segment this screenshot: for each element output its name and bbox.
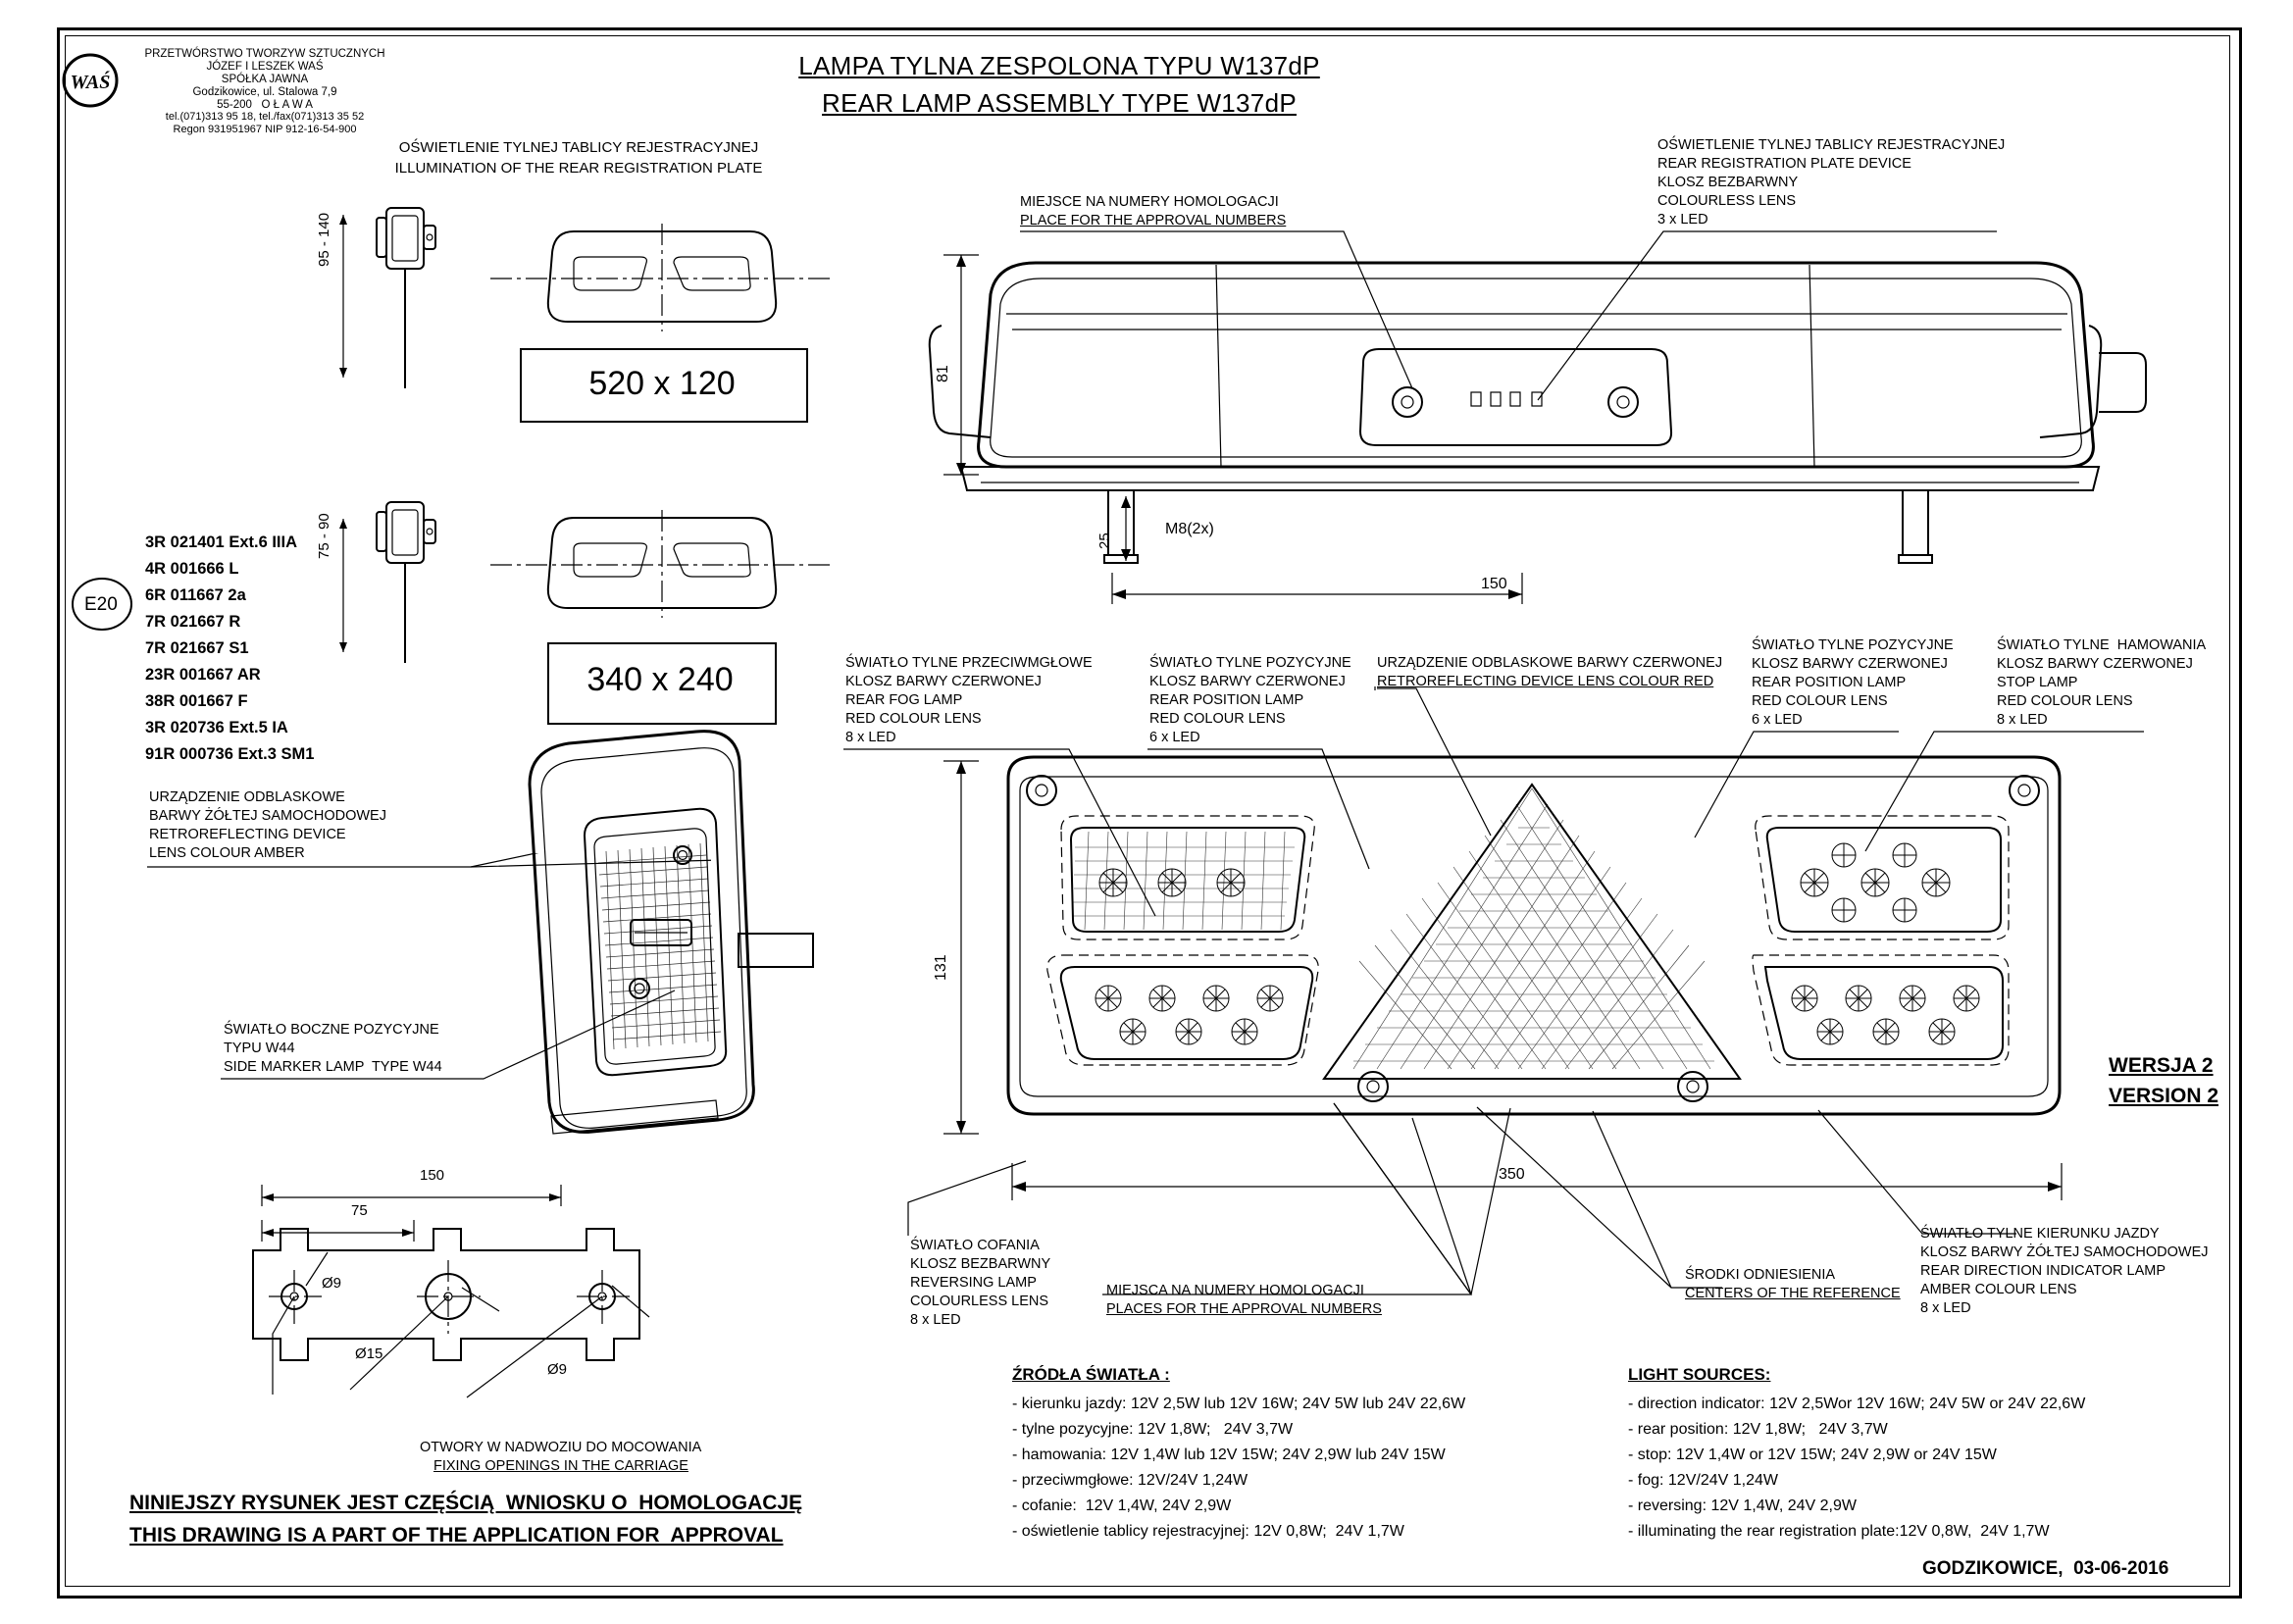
footer-en: THIS DRAWING IS A PART OF THE APPLICATION FOR APPROVAL bbox=[129, 1524, 784, 1547]
callout-indicator-1: ŚWIATŁO TYLNE KIERUNKU JAZDY bbox=[1920, 1226, 2160, 1242]
callout-stop-4: RED COLOUR LENS bbox=[1997, 693, 2133, 709]
company-line-4: Godzikowice, ul. Stalowa 7,9 bbox=[192, 86, 337, 98]
callout-plate-device-5: 3 x LED bbox=[1657, 212, 1708, 228]
centerline-horizontal-bottom bbox=[490, 564, 834, 566]
dimension-label-95-140: 95 - 140 bbox=[316, 212, 332, 267]
callout-approval-top-1: MIEJSCE NA NUMERY HOMOLOGACJI bbox=[1020, 194, 1279, 210]
centerline-horizontal-top bbox=[490, 278, 834, 279]
version-label-pl: WERSJA 2 bbox=[2109, 1054, 2214, 1077]
dimension-81 bbox=[924, 247, 983, 502]
approval-code-7: 3R 020736 Ext.5 IA bbox=[145, 719, 288, 736]
callout-reversing-2: KLOSZ BEZBARWNY bbox=[910, 1256, 1051, 1272]
hole-label-d9-b: Ø9 bbox=[547, 1361, 568, 1378]
title-line-pl: LAMPA TYLNA ZESPOLONA TYPU W137dP bbox=[798, 51, 1320, 80]
callout-fog-1: ŚWIATŁO TYLNE PRZECIWMGŁOWE bbox=[845, 655, 1093, 671]
company-line-1: PRZETWÓRSTWO TWORZYW SZTUCZNYCH bbox=[144, 48, 385, 60]
callout-position-left-2: KLOSZ BARWY CZERWONEJ bbox=[1149, 674, 1346, 689]
callout-position-right-5: 6 x LED bbox=[1752, 712, 1803, 728]
leader-centers bbox=[1471, 1103, 1726, 1294]
led-cluster-position-right bbox=[1801, 843, 1950, 922]
callout-side-marker-3: SIDE MARKER LAMP TYPE W44 bbox=[224, 1059, 442, 1075]
callout-position-right-1: ŚWIATŁO TYLNE POZYCYJNE bbox=[1752, 637, 1954, 653]
sources-pl-item-1: - tylne pozycyjne: 12V 1,8W; 24V 3,7W bbox=[1012, 1421, 1294, 1438]
callout-plate-device-1: OŚWIETLENIE TYLNEJ TABLICY REJESTRACYJNEJ bbox=[1657, 137, 2006, 153]
callout-position-right-3: REAR POSITION LAMP bbox=[1752, 675, 1907, 690]
company-line-3: SPÓŁKA JAWNA bbox=[221, 74, 309, 85]
callout-position-left-5: 6 x LED bbox=[1149, 730, 1200, 745]
callout-reversing-1: ŚWIATŁO COFANIA bbox=[910, 1238, 1040, 1253]
approval-code-1: 4R 001666 L bbox=[145, 560, 239, 578]
sources-en-item-3: - fog: 12V/24V 1,24W bbox=[1628, 1472, 1778, 1489]
callout-reversing-5: 8 x LED bbox=[910, 1312, 961, 1328]
callout-indicator-3: REAR DIRECTION INDICATOR LAMP bbox=[1920, 1263, 2166, 1279]
callout-fog-2: KLOSZ BARWY CZERWONEJ bbox=[845, 674, 1042, 689]
plate-lamp-side-view-bottom bbox=[363, 490, 490, 667]
sources-en-header: LIGHT SOURCES: bbox=[1628, 1365, 1771, 1384]
callout-centers-1: ŚRODKI ODNIESIENIA bbox=[1685, 1267, 1836, 1283]
sources-en-item-5: - illuminating the rear registration plate:12V 0,8W, 24V 1,7W bbox=[1628, 1523, 2050, 1540]
company-line-5: 55-200 O Ł A W A bbox=[217, 99, 313, 111]
callout-indicator-4: AMBER COLOUR LENS bbox=[1920, 1282, 2077, 1297]
callout-plate-device-2: REAR REGISTRATION PLATE DEVICE bbox=[1657, 156, 1911, 172]
callout-plate-device-4: COLOURLESS LENS bbox=[1657, 193, 1797, 209]
led-cluster-reversing bbox=[1096, 986, 1283, 1044]
approval-code-6: 38R 001667 F bbox=[145, 692, 248, 710]
leader-side-marker bbox=[218, 937, 679, 1084]
plate-illumination-label-pl: OŚWIETLENIE TYLNEJ TABLICY REJESTRACYJNEJ bbox=[398, 139, 759, 156]
callout-side-marker-1: ŚWIATŁO BOCZNE POZYCYJNE bbox=[224, 1022, 439, 1038]
approval-code-5: 23R 001667 AR bbox=[145, 666, 261, 684]
footer-place-date: GODZIKOWICE, 03-06-2016 bbox=[1922, 1558, 2169, 1579]
led-cluster-indicator bbox=[1792, 986, 1979, 1044]
sources-en-item-4: - reversing: 12V 1,4W, 24V 2,9W bbox=[1628, 1497, 1857, 1514]
sources-en-item-2: - stop: 12V 1,4W or 12V 15W; 24V 2,9W or 24V 15W bbox=[1628, 1446, 1997, 1463]
callout-centers-2: CENTERS OF THE REFERENCE bbox=[1685, 1286, 1901, 1301]
approval-code-0: 3R 021401 Ext.6 IIIA bbox=[145, 533, 298, 551]
callout-indicator-5: 8 x LED bbox=[1920, 1300, 1971, 1316]
sources-pl-item-2: - hamowania: 12V 1,4W lub 12V 15W; 24V 2,9W lub 24V 15W bbox=[1012, 1446, 1446, 1463]
callout-retro-amber-2: BARWY ŻÓŁTEJ SAMOCHODOWEJ bbox=[149, 808, 386, 824]
callout-side-marker-2: TYPU W44 bbox=[224, 1040, 295, 1056]
thread-label-m8: M8(2x) bbox=[1165, 521, 1214, 537]
dimension-150-bottom bbox=[257, 1173, 571, 1206]
callout-retro-red-1: URZĄDZENIE ODBLASKOWE BARWY CZERWONEJ bbox=[1377, 655, 1723, 671]
callout-fog-3: REAR FOG LAMP bbox=[845, 692, 963, 708]
hole-label-d15: Ø15 bbox=[355, 1345, 383, 1362]
approval-code-4: 7R 021667 S1 bbox=[145, 639, 249, 657]
hole-label-d9-a: Ø9 bbox=[322, 1275, 342, 1292]
callout-fixing-2: FIXING OPENINGS IN THE CARRIAGE bbox=[433, 1458, 688, 1474]
callout-stop-3: STOP LAMP bbox=[1997, 675, 2078, 690]
dimension-label-25: 25 bbox=[1096, 533, 1113, 549]
callout-reversing-4: COLOURLESS LENS bbox=[910, 1294, 1049, 1309]
callout-position-right-2: KLOSZ BARWY CZERWONEJ bbox=[1752, 656, 1948, 672]
callout-retro-amber-4: LENS COLOUR AMBER bbox=[149, 845, 305, 861]
callout-position-left-1: ŚWIATŁO TYLNE POZYCYJNE bbox=[1149, 655, 1351, 671]
leader-approval-bottom bbox=[1098, 1098, 1520, 1299]
callout-approval-top-2: PLACE FOR THE APPROVAL NUMBERS bbox=[1020, 213, 1287, 228]
approval-code-2: 6R 011667 2a bbox=[145, 586, 246, 604]
callout-stop-2: KLOSZ BARWY CZERWONEJ bbox=[1997, 656, 2193, 672]
sources-en-item-1: - rear position: 12V 1,8W; 24V 3,7W bbox=[1628, 1421, 1888, 1438]
lamp-rear-view bbox=[981, 745, 2089, 1157]
callout-retro-amber-1: URZĄDZENIE ODBLASKOWE bbox=[149, 789, 345, 805]
sources-pl-item-3: - przeciwmgłowe: 12V/24V 1,24W bbox=[1012, 1472, 1248, 1489]
e-mark-label: E20 bbox=[84, 594, 118, 615]
dimension-label-150-bottom: 150 bbox=[420, 1167, 445, 1184]
leader-plate-device bbox=[1255, 224, 2001, 410]
callout-plate-device-3: KLOSZ BEZBARWNY bbox=[1657, 175, 1799, 190]
leader-indicator bbox=[1814, 1108, 2020, 1245]
callout-stop-1: ŚWIATŁO TYLNE HAMOWANIA bbox=[1997, 637, 2207, 653]
dimension-label-75: 75 bbox=[351, 1202, 368, 1219]
approval-code-3: 7R 021667 R bbox=[145, 613, 241, 631]
approval-code-8: 91R 000736 Ext.3 SM1 bbox=[145, 745, 315, 763]
company-line-2: JÓZEF I LESZEK WAŚ bbox=[206, 61, 324, 73]
dimension-label-350: 350 bbox=[1499, 1166, 1525, 1183]
version-label-en: VERSION 2 bbox=[2109, 1085, 2219, 1107]
callout-retro-red-2: RETROREFLECTING DEVICE LENS COLOUR RED bbox=[1377, 674, 1714, 689]
dimension-label-81: 81 bbox=[935, 365, 951, 382]
sources-pl-item-0: - kierunku jazdy: 12V 2,5W lub 12V 16W; 24V 5W lub 24V 22,6W bbox=[1012, 1396, 1466, 1412]
plate-size-label-520x120: 520 x 120 bbox=[588, 365, 736, 402]
dimension-label-131: 131 bbox=[933, 954, 949, 981]
sources-pl-item-5: - oświetlenie tablicy rejestracyjnej: 12V 0,8W; 24V 1,7W bbox=[1012, 1523, 1404, 1540]
company-line-6: tel.(071)313 95 18, tel./fax(071)313 35 52 bbox=[165, 111, 365, 123]
callout-fixing-1: OTWORY W NADWOZIU DO MOCOWANIA bbox=[420, 1440, 702, 1455]
leader-reversing bbox=[904, 1157, 1120, 1245]
plate-lamp-side-view-top bbox=[363, 196, 490, 392]
plate-size-label-340x240: 340 x 240 bbox=[586, 661, 734, 698]
dimension-label-75-90: 75 - 90 bbox=[316, 513, 332, 559]
callout-indicator-2: KLOSZ BARWY ŻÓŁTEJ SAMOCHODOWEJ bbox=[1920, 1244, 2209, 1260]
svg-text:WAŚ: WAŚ bbox=[70, 72, 111, 93]
callout-reversing-3: REVERSING LAMP bbox=[910, 1275, 1037, 1291]
callout-position-right-4: RED COLOUR LENS bbox=[1752, 693, 1888, 709]
callout-approval-bottom-1: MIEJSCA NA NUMERY HOMOLOGACJI bbox=[1106, 1283, 1364, 1298]
callout-approval-bottom-2: PLACES FOR THE APPROVAL NUMBERS bbox=[1106, 1301, 1382, 1317]
footer-pl: NINIEJSZY RYSUNEK JEST CZĘŚCIĄ WNIOSKU O HOMOLOGACJĘ bbox=[129, 1492, 803, 1514]
callout-fog-5: 8 x LED bbox=[845, 730, 896, 745]
callout-position-left-3: REAR POSITION LAMP bbox=[1149, 692, 1304, 708]
dimension-label-150-top: 150 bbox=[1481, 576, 1507, 592]
company-logo-icon bbox=[61, 51, 120, 110]
sources-pl-item-4: - cofanie: 12V 1,4W, 24V 2,9W bbox=[1012, 1497, 1232, 1514]
callout-retro-amber-3: RETROREFLECTING DEVICE bbox=[149, 827, 346, 842]
sources-en-item-0: - direction indicator: 12V 2,5Wor 12V 16W; 24V 5W or 24V 22,6W bbox=[1628, 1396, 2086, 1412]
callout-fog-4: RED COLOUR LENS bbox=[845, 711, 982, 727]
plate-illumination-label-en: ILLUMINATION OF THE REAR REGISTRATION PLATE bbox=[394, 160, 763, 177]
callout-stop-5: 8 x LED bbox=[1997, 712, 2048, 728]
company-line-7: Regon 931951967 NIP 912-16-54-900 bbox=[173, 124, 357, 135]
title-line-en: REAR LAMP ASSEMBLY TYPE W137dP bbox=[822, 88, 1297, 118]
callout-position-left-4: RED COLOUR LENS bbox=[1149, 711, 1286, 727]
sources-pl-header: ŹRÓDŁA ŚWIATŁA : bbox=[1012, 1365, 1170, 1384]
led-cluster-fog bbox=[1099, 869, 1245, 896]
